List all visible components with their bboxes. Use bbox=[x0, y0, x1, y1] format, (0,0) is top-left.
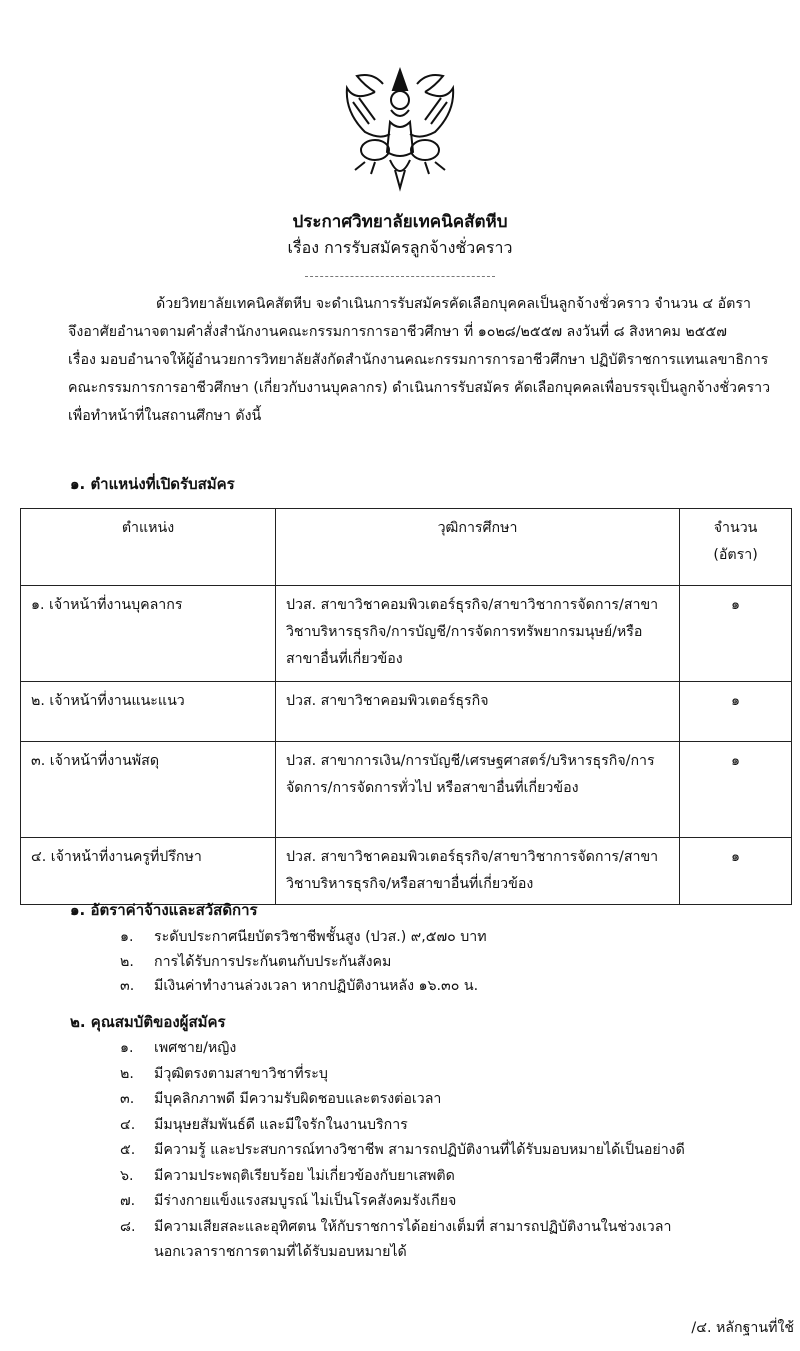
announcement-title: ประกาศวิทยาลัยเทคนิคสัตหีบ bbox=[292, 212, 508, 232]
qualifications-list bbox=[120, 1036, 685, 1266]
list-item: ๒. การได้รับการประกันตนกับประกันสังคม bbox=[120, 953, 392, 970]
header-qualification: วุฒิการศึกษา bbox=[275, 509, 679, 586]
position-cell: ๓. เจ้าหน้าที่งานพัสดุ bbox=[21, 742, 276, 838]
count-cell: ๑ bbox=[680, 682, 792, 742]
intro-line: จึงอาศัยอำนาจตามคำสั่งสำนักงานคณะกรรมการการอาชีวศึกษา ที่ ๑๐๒๘/๒๕๕๗ ลงวันที่ ๘ สิงหาคม ๒๕๕๗ bbox=[68, 324, 727, 340]
intro-line: คณะกรรมการการอาชีวศึกษา (เกี่ยวกับงานบุคลากร) ดำเนินการรับสมัคร คัดเลือกบุคคลเพื่อบรรจุเป็นลูกจ้างชั่วคราว bbox=[68, 380, 771, 396]
qualification-cell: ปวส. สาขาวิชาคอมพิวเตอร์ธุรกิจ/สาขาวิชาการจัดการ/สาขาวิชาบริหารธุรกิจ/หรือสาขาอื่นที่เกี่ยวข้อง bbox=[275, 838, 679, 905]
intro-line: ด้วยวิทยาลัยเทคนิคสัตหีบ จะดำเนินการรับสมัครคัดเลือกบุคคลเป็นลูกจ้างชั่วคราว จำนวน ๔ อัตรา bbox=[156, 296, 751, 312]
list-item: ๓. มีเงินค่าทำงานล่วงเวลา หากปฏิบัติงานหลัง ๑๖.๓๐ น. bbox=[120, 978, 479, 994]
garuda-emblem-icon bbox=[335, 62, 465, 194]
list-item: ๗. มีร่างกายแข็งแรงสมบูรณ์ ไม่เป็นโรคสังคมรังเกียจ bbox=[120, 1193, 457, 1209]
list-item: ๘. มีความเสียสละและอุทิศตน ให้กับราชการได้อย่างเต็มที่ สามารถปฏิบัติงานในช่วงเวลา bbox=[120, 1218, 672, 1235]
count-cell: ๑ bbox=[680, 838, 792, 905]
intro-line: เรื่อง มอบอำนาจให้ผู้อำนวยการวิทยาลัยสังกัดสำนักงานคณะกรรมการการอาชีวศึกษา ปฏิบัติราชการแทนเลขาธิการ bbox=[68, 352, 769, 368]
table-row bbox=[21, 742, 792, 838]
header-count: จำนวน (อัตรา) bbox=[680, 509, 792, 586]
list-item: ๑. ระดับประกาศนียบัตรวิชาชีพชั้นสูง (ปวส.) ๙,๕๗๐ บาท bbox=[120, 929, 487, 945]
table-row bbox=[21, 586, 792, 682]
qualification-cell: ปวส. สาขาวิชาคอมพิวเตอร์ธุรกิจ bbox=[275, 682, 679, 742]
table-row bbox=[21, 682, 792, 742]
list-item-continuation: นอกเวลาราชการตามที่ได้รับมอบหมายได้ bbox=[154, 1244, 407, 1260]
count-cell: ๑ bbox=[680, 742, 792, 838]
table-row bbox=[21, 838, 792, 905]
position-cell: ๔. เจ้าหน้าที่งานครูที่ปรึกษา bbox=[21, 838, 276, 905]
qualification-cell: ปวส. สาขาการเงิน/การบัญชี/เศรษฐศาสตร์/บริหารธุรกิจ/การจัดการ/การจัดการทั่วไป หรือสาขาอื่นที่เกี่ยวข้อง bbox=[275, 742, 679, 838]
header-position: ตำแหน่ง bbox=[21, 509, 276, 586]
table-header-row bbox=[21, 509, 792, 586]
section-heading-positions: ๑. ตำแหน่งที่เปิดรับสมัคร bbox=[70, 475, 235, 493]
wages-list bbox=[120, 925, 487, 999]
list-item: ๓. มีบุคลิกภาพดี มีความรับผิดชอบและตรงต่อเวลา bbox=[120, 1091, 442, 1107]
section-heading-qualifications: ๒. คุณสมบัติของผู้สมัคร bbox=[70, 1013, 226, 1031]
list-item: ๒. มีวุฒิตรงตามสาขาวิชาที่ระบุ bbox=[120, 1065, 328, 1082]
intro-paragraph bbox=[68, 290, 790, 430]
page-continuation: /๔. หลักฐานที่ใช้ bbox=[691, 1320, 794, 1336]
list-item: ๔. มีมนุษยสัมพันธ์ดี และมีใจรักในงานบริการ bbox=[120, 1116, 408, 1133]
position-cell: ๑. เจ้าหน้าที่งานบุคลากร bbox=[21, 586, 276, 682]
list-item: ๕. มีความรู้ และประสบการณ์ทางวิชาชีพ สามารถปฏิบัติงานที่ได้รับมอบหมายได้เป็นอย่างดี bbox=[120, 1142, 685, 1158]
divider bbox=[305, 276, 495, 277]
intro-line: เพื่อทำหน้าที่ในสถานศึกษา ดังนี้ bbox=[68, 408, 262, 424]
announcement-subject: เรื่อง การรับสมัครลูกจ้างชั่วคราว bbox=[287, 238, 513, 257]
qualification-cell: ปวส. สาขาวิชาคอมพิวเตอร์ธุรกิจ/สาขาวิชาการจัดการ/สาขาวิชาบริหารธุรกิจ/การบัญชี/การจัดการทรัพยากรมนุษย์/หรือสาขาอื่นที่เกี่ยวข้อง bbox=[275, 586, 679, 682]
position-cell: ๒. เจ้าหน้าที่งานแนะแนว bbox=[21, 682, 276, 742]
count-cell: ๑ bbox=[680, 586, 792, 682]
list-item: ๖. มีความประพฤติเรียบร้อย ไม่เกี่ยวข้องกับยาเสพติด bbox=[120, 1167, 455, 1184]
positions-table bbox=[20, 508, 792, 905]
list-item: ๑. เพศชาย/หญิง bbox=[120, 1040, 237, 1056]
section-heading-wages: ๑. อัตราค่าจ้างและสวัสดิการ bbox=[70, 901, 258, 919]
